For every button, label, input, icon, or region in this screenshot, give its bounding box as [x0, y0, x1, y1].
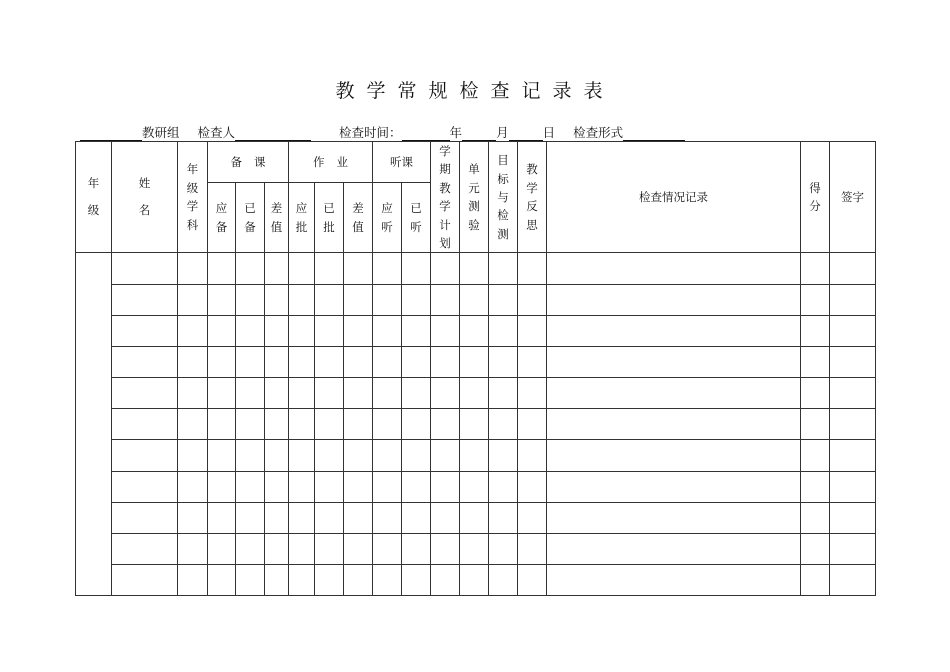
table-cell[interactable]	[344, 409, 373, 440]
table-cell[interactable]	[236, 565, 265, 596]
table-cell[interactable]	[373, 440, 402, 471]
table-cell[interactable]	[208, 346, 236, 377]
header-hw-done: 已批	[315, 182, 344, 252]
table-cell[interactable]	[402, 315, 431, 346]
table-cell[interactable]	[830, 565, 876, 596]
table-cell[interactable]	[373, 378, 402, 409]
inspection-table	[75, 141, 876, 596]
table-cell[interactable]	[112, 315, 178, 346]
table-cell[interactable]	[112, 565, 178, 596]
header-name: 姓名	[112, 142, 178, 253]
table-cell[interactable]	[289, 502, 315, 533]
table-cell[interactable]	[518, 502, 547, 533]
table-cell[interactable]	[315, 440, 344, 471]
year-label: 年	[449, 125, 463, 140]
table-cell[interactable]	[547, 346, 801, 377]
table-cell[interactable]	[431, 378, 460, 409]
table-cell[interactable]	[431, 502, 460, 533]
table-cell[interactable]	[431, 471, 460, 502]
table-cell[interactable]	[518, 253, 547, 284]
table-cell[interactable]	[265, 534, 289, 565]
table-cell[interactable]	[518, 471, 547, 502]
table-cell[interactable]	[289, 284, 315, 315]
table-cell[interactable]	[178, 409, 208, 440]
form-type-blank[interactable]	[623, 127, 685, 141]
table-cell[interactable]	[460, 440, 489, 471]
table-row	[76, 253, 876, 284]
table-cell[interactable]	[431, 409, 460, 440]
table-cell[interactable]	[289, 409, 315, 440]
table-cell[interactable]	[315, 315, 344, 346]
table-cell[interactable]	[344, 315, 373, 346]
year-blank[interactable]	[402, 127, 450, 141]
table-cell[interactable]	[315, 502, 344, 533]
table-cell[interactable]	[489, 565, 518, 596]
table-cell[interactable]	[112, 346, 178, 377]
table-cell[interactable]	[208, 409, 236, 440]
table-cell[interactable]	[265, 378, 289, 409]
table-cell[interactable]	[112, 502, 178, 533]
month-blank[interactable]	[462, 127, 496, 141]
table-cell[interactable]	[315, 346, 344, 377]
table-cell[interactable]	[236, 534, 265, 565]
table-cell[interactable]	[830, 346, 876, 377]
table-cell[interactable]	[208, 440, 236, 471]
table-cell[interactable]	[344, 346, 373, 377]
table-cell[interactable]	[208, 471, 236, 502]
table-cell[interactable]	[373, 534, 402, 565]
table-cell[interactable]	[178, 502, 208, 533]
table-cell[interactable]	[402, 378, 431, 409]
table-cell[interactable]	[547, 253, 801, 284]
table-cell[interactable]	[289, 346, 315, 377]
header-listen-should: 应听	[373, 182, 402, 252]
table-cell[interactable]	[112, 440, 178, 471]
table-cell[interactable]	[402, 440, 431, 471]
table-cell[interactable]	[373, 502, 402, 533]
table-cell[interactable]	[265, 284, 289, 315]
group-label: 教研组	[142, 125, 180, 140]
table-cell[interactable]	[208, 565, 236, 596]
table-cell[interactable]	[547, 534, 801, 565]
table-cell[interactable]	[801, 440, 830, 471]
header-grade-subject: 年级学科	[178, 142, 208, 253]
table-cell[interactable]	[265, 502, 289, 533]
header-score: 得分	[801, 142, 830, 253]
table-cell[interactable]	[518, 565, 547, 596]
table-cell[interactable]	[489, 440, 518, 471]
day-label: 日	[542, 125, 556, 140]
table-cell[interactable]	[460, 378, 489, 409]
table-cell[interactable]	[431, 534, 460, 565]
table-cell[interactable]	[801, 565, 830, 596]
table-cell[interactable]	[236, 409, 265, 440]
table-cell[interactable]	[112, 253, 178, 284]
header-goal-test: 目标与检测	[489, 142, 518, 253]
table-cell[interactable]	[289, 378, 315, 409]
header-homework: 作业	[289, 142, 373, 183]
table-cell[interactable]	[344, 378, 373, 409]
table-cell[interactable]	[801, 409, 830, 440]
grade-cell[interactable]	[76, 253, 112, 596]
table-cell[interactable]	[373, 284, 402, 315]
table-cell[interactable]	[236, 284, 265, 315]
table-cell[interactable]	[344, 284, 373, 315]
table-cell[interactable]	[547, 315, 801, 346]
table-row	[76, 565, 876, 596]
day-blank[interactable]	[509, 127, 543, 141]
header-hw-diff: 差值	[344, 182, 373, 252]
info-line	[80, 123, 685, 141]
table-cell[interactable]	[489, 409, 518, 440]
table-row	[76, 534, 876, 565]
table-cell[interactable]	[265, 346, 289, 377]
inspector-label: 检查人	[197, 125, 236, 140]
table-row	[76, 440, 876, 471]
table-cell[interactable]	[518, 315, 547, 346]
date-label: 检查时间：	[339, 125, 402, 140]
table-cell[interactable]	[289, 471, 315, 502]
table-cell[interactable]	[315, 284, 344, 315]
header-prep-diff: 差值	[265, 182, 289, 252]
table-cell[interactable]	[801, 471, 830, 502]
table-cell[interactable]	[431, 565, 460, 596]
table-cell[interactable]	[236, 378, 265, 409]
table-cell[interactable]	[289, 565, 315, 596]
group-blank[interactable]	[80, 127, 142, 141]
table-cell[interactable]	[518, 440, 547, 471]
table-cell[interactable]	[801, 284, 830, 315]
table-cell[interactable]	[402, 565, 431, 596]
table-cell[interactable]	[373, 253, 402, 284]
table-cell[interactable]	[178, 284, 208, 315]
table-cell[interactable]	[112, 409, 178, 440]
table-cell[interactable]	[489, 534, 518, 565]
table-cell[interactable]	[315, 565, 344, 596]
header-listen-done: 已听	[402, 182, 431, 252]
table-cell[interactable]	[373, 315, 402, 346]
table-cell[interactable]	[547, 440, 801, 471]
table-cell[interactable]	[518, 346, 547, 377]
table-cell[interactable]	[460, 565, 489, 596]
table-cell[interactable]	[373, 471, 402, 502]
table-cell[interactable]	[830, 378, 876, 409]
table-cell[interactable]	[265, 471, 289, 502]
table-cell[interactable]	[402, 346, 431, 377]
table-cell[interactable]	[315, 534, 344, 565]
table-cell[interactable]	[112, 284, 178, 315]
header-prep: 备课	[208, 142, 289, 183]
table-cell[interactable]	[236, 502, 265, 533]
table-cell[interactable]	[460, 346, 489, 377]
table-cell[interactable]	[460, 315, 489, 346]
table-row	[76, 502, 876, 533]
table-cell[interactable]	[801, 534, 830, 565]
table-cell[interactable]	[265, 440, 289, 471]
table-cell[interactable]	[178, 346, 208, 377]
table-cell[interactable]	[547, 471, 801, 502]
table-cell[interactable]	[402, 284, 431, 315]
table-cell[interactable]	[518, 378, 547, 409]
inspector-blank[interactable]	[235, 127, 311, 141]
table-cell[interactable]	[801, 315, 830, 346]
table-cell[interactable]	[460, 534, 489, 565]
table-cell[interactable]	[518, 409, 547, 440]
table-cell[interactable]	[489, 315, 518, 346]
table-cell[interactable]	[344, 471, 373, 502]
table-cell[interactable]	[402, 253, 431, 284]
table-cell[interactable]	[402, 409, 431, 440]
table-cell[interactable]	[801, 502, 830, 533]
table-cell[interactable]	[344, 253, 373, 284]
header-hw-should: 应批	[289, 182, 315, 252]
table-cell[interactable]	[489, 502, 518, 533]
header-record: 检查情况记录	[547, 142, 801, 253]
table-cell[interactable]	[830, 471, 876, 502]
table-cell[interactable]	[460, 409, 489, 440]
table-cell[interactable]	[289, 534, 315, 565]
table-cell[interactable]	[431, 284, 460, 315]
table-cell[interactable]	[402, 502, 431, 533]
header-prep-should: 应备	[208, 182, 236, 252]
table-cell[interactable]	[373, 565, 402, 596]
table-cell[interactable]	[265, 315, 289, 346]
table-cell[interactable]	[112, 534, 178, 565]
table-cell[interactable]	[112, 471, 178, 502]
table-cell[interactable]	[236, 440, 265, 471]
table-cell[interactable]	[518, 284, 547, 315]
table-cell[interactable]	[547, 378, 801, 409]
table-cell[interactable]	[547, 284, 801, 315]
table-cell[interactable]	[547, 409, 801, 440]
table-cell[interactable]	[344, 502, 373, 533]
table-cell[interactable]	[801, 253, 830, 284]
table-cell[interactable]	[344, 565, 373, 596]
table-cell[interactable]	[315, 378, 344, 409]
header-reflection: 教学反思	[518, 142, 547, 253]
header-listen: 听课	[373, 142, 431, 183]
table-cell[interactable]	[489, 284, 518, 315]
table-cell[interactable]	[265, 565, 289, 596]
table-cell[interactable]	[289, 315, 315, 346]
table-cell[interactable]	[373, 346, 402, 377]
table-cell[interactable]	[178, 534, 208, 565]
table-cell[interactable]	[460, 502, 489, 533]
table-cell[interactable]	[289, 253, 315, 284]
table-cell[interactable]	[265, 253, 289, 284]
table-cell[interactable]	[315, 253, 344, 284]
table-cell[interactable]	[178, 440, 208, 471]
table-row	[76, 315, 876, 346]
table-cell[interactable]	[208, 378, 236, 409]
table-cell[interactable]	[801, 346, 830, 377]
table-cell[interactable]	[344, 534, 373, 565]
header-semester-plan: 学期教学计划	[431, 142, 460, 253]
table-cell[interactable]	[178, 253, 208, 284]
table-cell[interactable]	[208, 315, 236, 346]
form-title: 教学常规检查记录表	[335, 80, 615, 102]
table-cell[interactable]	[431, 440, 460, 471]
table-cell[interactable]	[208, 253, 236, 284]
table-cell[interactable]	[431, 346, 460, 377]
table-cell[interactable]	[830, 315, 876, 346]
table-cell[interactable]	[830, 440, 876, 471]
table-cell[interactable]	[830, 534, 876, 565]
table-cell[interactable]	[489, 346, 518, 377]
table-cell[interactable]	[208, 284, 236, 315]
table-row	[76, 409, 876, 440]
table-cell[interactable]	[460, 284, 489, 315]
table-cell[interactable]	[460, 253, 489, 284]
table-cell[interactable]	[236, 253, 265, 284]
table-cell[interactable]	[178, 565, 208, 596]
table-cell[interactable]	[236, 471, 265, 502]
table-cell[interactable]	[830, 409, 876, 440]
table-cell[interactable]	[208, 534, 236, 565]
table-row	[76, 378, 876, 409]
table-row	[76, 346, 876, 377]
month-label: 月	[496, 125, 509, 140]
header-signature: 签字	[830, 142, 876, 253]
table-cell[interactable]	[830, 284, 876, 315]
table-cell[interactable]	[801, 378, 830, 409]
table-cell[interactable]	[431, 253, 460, 284]
table-cell[interactable]	[315, 409, 344, 440]
table-cell[interactable]	[830, 253, 876, 284]
table-cell[interactable]	[460, 471, 489, 502]
table-cell[interactable]	[315, 471, 344, 502]
table-cell[interactable]	[112, 378, 178, 409]
table-cell[interactable]	[236, 346, 265, 377]
table-cell[interactable]	[265, 409, 289, 440]
table-cell[interactable]	[547, 502, 801, 533]
header-prep-done: 已备	[236, 182, 265, 252]
table-cell[interactable]	[489, 378, 518, 409]
table-cell[interactable]	[830, 502, 876, 533]
table-cell[interactable]	[208, 502, 236, 533]
table-cell[interactable]	[178, 471, 208, 502]
table-cell[interactable]	[178, 378, 208, 409]
table-cell[interactable]	[489, 471, 518, 502]
table-cell[interactable]	[402, 471, 431, 502]
form-type-label: 检查形式	[573, 125, 624, 140]
table-cell[interactable]	[489, 253, 518, 284]
table-row	[76, 471, 876, 502]
table-cell[interactable]	[518, 534, 547, 565]
header-unit-test: 单元测验	[460, 142, 489, 253]
table-cell[interactable]	[431, 315, 460, 346]
table-cell[interactable]	[373, 409, 402, 440]
table-cell[interactable]	[402, 534, 431, 565]
table-cell[interactable]	[236, 315, 265, 346]
header-grade: 年级	[76, 142, 112, 253]
table-cell[interactable]	[344, 440, 373, 471]
table-row	[76, 284, 876, 315]
table-cell[interactable]	[178, 315, 208, 346]
table-cell[interactable]	[547, 565, 801, 596]
table-cell[interactable]	[289, 440, 315, 471]
